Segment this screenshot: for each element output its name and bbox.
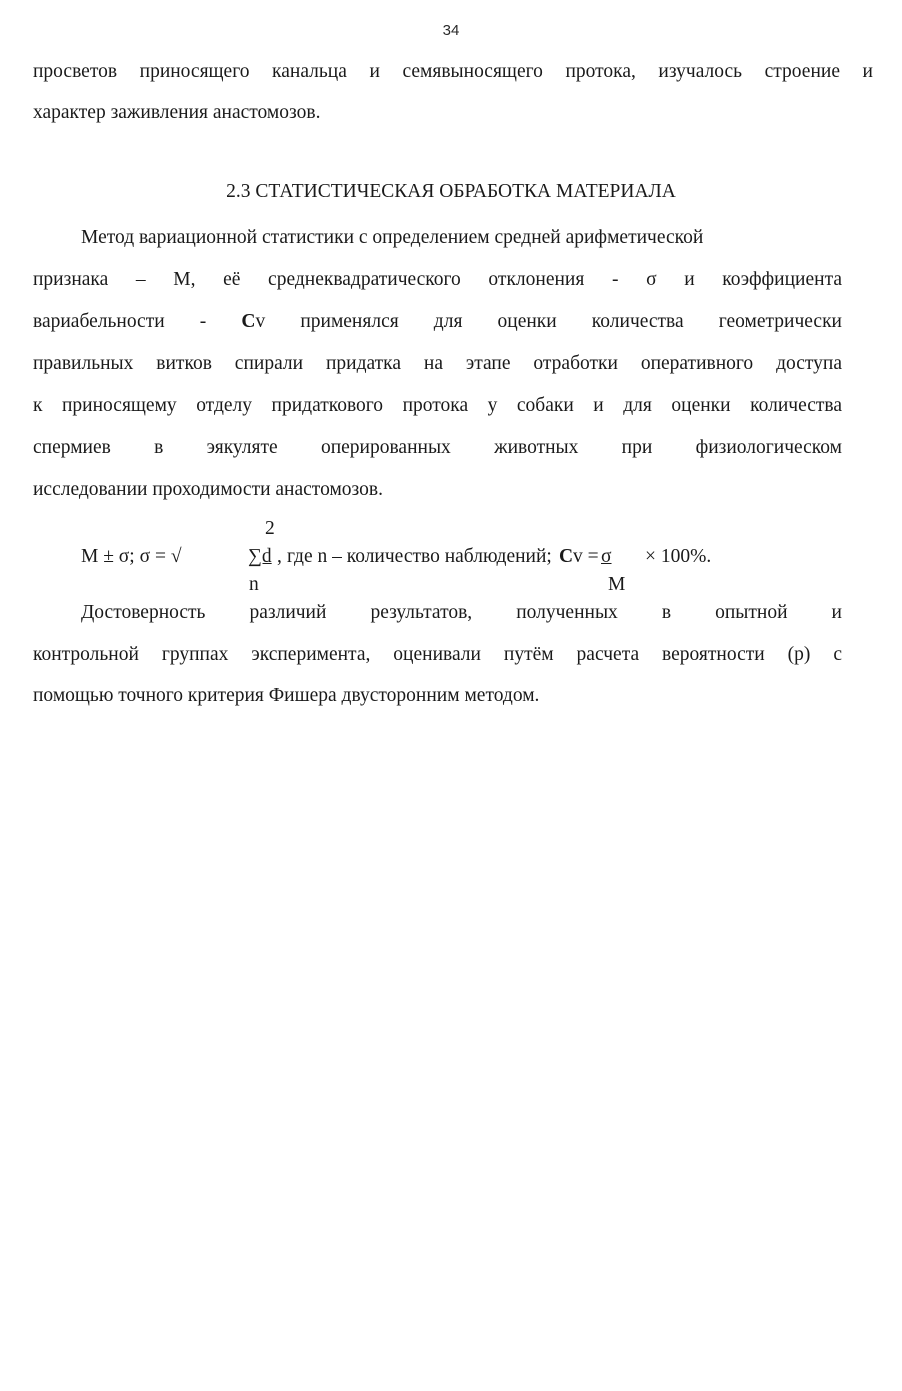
cv-symbol-c: C	[241, 311, 256, 332]
formula-sigma: σ	[601, 546, 612, 567]
paragraph-2-line-4: правильных витков спирали придатка на этапе отработки оперативного доступа	[33, 353, 842, 374]
formula-denominator-m: М	[608, 574, 626, 595]
paragraph-2-line-5: к приносящему отделу придаткового протока у собаки и для оценки количества	[33, 395, 842, 416]
formula-lead: М ± σ; σ = √	[81, 546, 182, 567]
paragraph-2-line-1: Метод вариационной статистики с определением средней арифметической	[81, 227, 704, 248]
paragraph-1-line-1: просветов приносящего канальца и семявыносящего протока, изучалось строение и	[33, 61, 873, 82]
paragraph-1-line-2: характер заживления анастомозов.	[33, 102, 321, 123]
formula-superscript: 2	[265, 518, 275, 539]
formula-times: × 100%.	[645, 546, 712, 567]
page-number: 34	[442, 22, 460, 39]
formula-middle-text: где n – количество наблюдений;	[287, 546, 552, 567]
paragraph-2-line-7: исследовании проходимости анастомозов.	[33, 479, 383, 500]
formula-sum-d: ∑d	[248, 546, 272, 567]
paragraph-2-line-3-prefix: вариабельности -	[33, 311, 242, 332]
formula-cv-c: C	[559, 546, 574, 567]
paragraph-3-line-1: Достоверность различий результатов, полученных в опытной и	[81, 602, 842, 623]
paragraph-3-line-2: контрольной группах эксперимента, оценивали путём расчета вероятности (р) с	[33, 644, 842, 665]
paragraph-2-line-3	[33, 310, 842, 334]
section-heading: 2.3 СТАТИСТИЧЕСКАЯ ОБРАБОТКА МАТЕРИАЛА	[226, 181, 676, 202]
paragraph-3-line-3: помощью точного критерия Фишера двусторонним методом.	[33, 685, 540, 706]
paragraph-2-line-2: признака – М, её среднеквадратического отклонения - σ и коэффициента	[33, 269, 842, 290]
formula-denominator-n: n	[249, 574, 259, 595]
formula-cv-v: v =	[573, 546, 599, 567]
paragraph-2-line-6: спермиев в эякуляте оперированных животных при физиологическом	[33, 437, 842, 458]
cv-symbol-v: v	[255, 311, 266, 332]
formula-block	[81, 518, 841, 598]
formula-comma: ,	[277, 546, 282, 567]
paragraph-2-line-3-suffix: применялся для оценки количества геометрически	[265, 311, 842, 332]
